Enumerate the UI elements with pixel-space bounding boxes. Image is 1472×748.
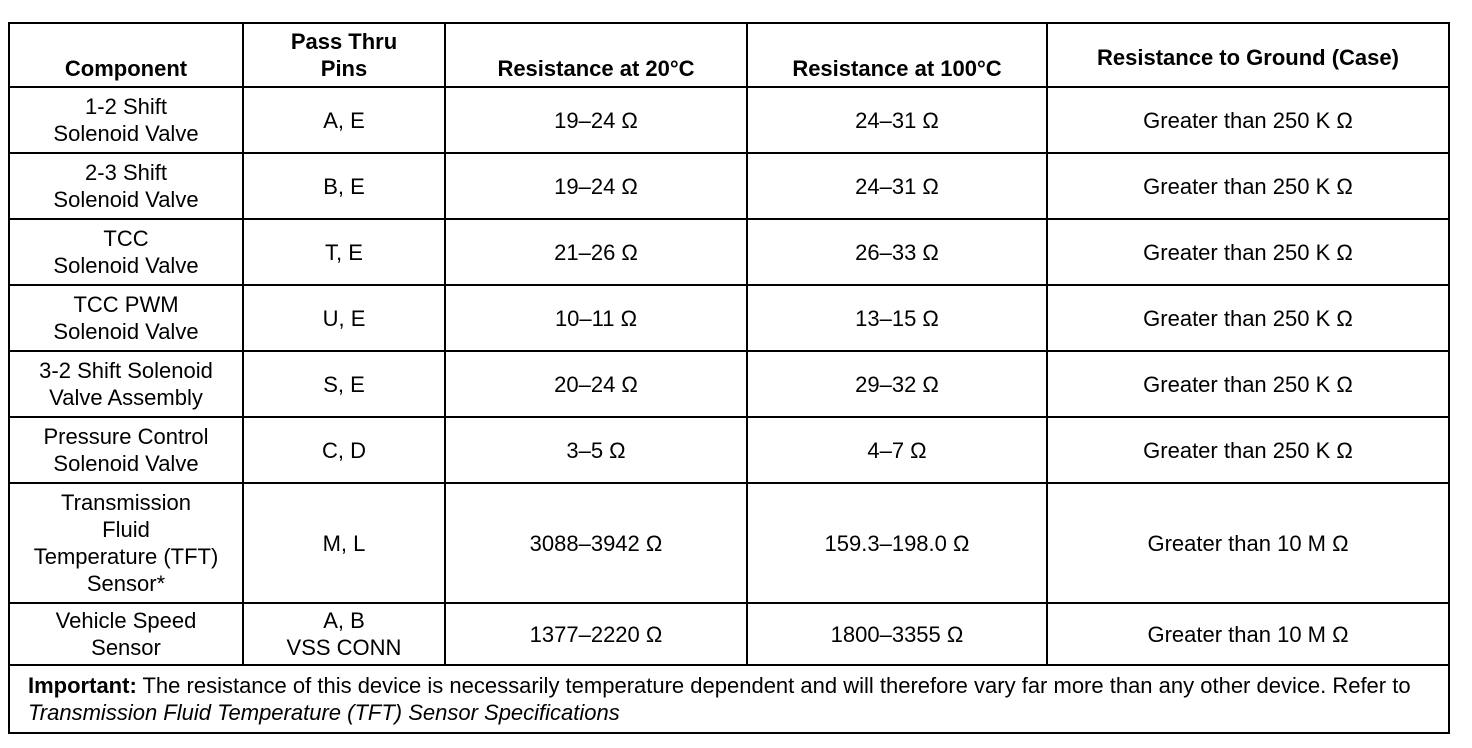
cell-resistance-ground: Greater than 250 K Ω xyxy=(1047,219,1449,285)
cell-resistance-20c: 20–24 Ω xyxy=(445,351,747,417)
cell-pass-thru-pins xyxy=(243,153,445,219)
cell-component xyxy=(9,603,243,665)
cell-resistance-ground: Greater than 10 M Ω xyxy=(1047,483,1449,603)
table-row xyxy=(9,219,1449,285)
cell-pass-thru-pins xyxy=(243,351,445,417)
header-pass-thru-pins xyxy=(243,23,445,87)
table-row xyxy=(9,285,1449,351)
component-line: Solenoid Valve xyxy=(53,187,199,212)
component-line: Solenoid Valve xyxy=(53,319,199,344)
cell-pass-thru-pins xyxy=(243,483,445,603)
cell-component xyxy=(9,285,243,351)
cell-resistance-ground: Greater than 250 K Ω xyxy=(1047,351,1449,417)
cell-resistance-20c: 1377–2220 Ω xyxy=(445,603,747,665)
component-line: Transmission xyxy=(61,490,191,515)
cell-pass-thru-pins xyxy=(243,219,445,285)
header-resistance-20c: Resistance at 20°C xyxy=(445,23,747,87)
cell-resistance-20c: 3–5 Ω xyxy=(445,417,747,483)
cell-resistance-100c: 159.3–198.0 Ω xyxy=(747,483,1047,603)
pins-line: A, E xyxy=(323,107,365,133)
table-row xyxy=(9,153,1449,219)
component-line: Solenoid Valve xyxy=(53,253,199,278)
note-reference: Transmission Fluid Temperature (TFT) Sensor Specifications xyxy=(28,700,620,725)
pins-line: T, E xyxy=(325,239,363,265)
cell-resistance-ground: Greater than 250 K Ω xyxy=(1047,417,1449,483)
component-line: Temperature (TFT) xyxy=(33,544,219,569)
cell-resistance-20c: 19–24 Ω xyxy=(445,153,747,219)
cell-resistance-100c: 13–15 Ω xyxy=(747,285,1047,351)
cell-component xyxy=(9,351,243,417)
table-row xyxy=(9,351,1449,417)
table-row xyxy=(9,483,1449,603)
important-note xyxy=(9,665,1449,733)
cell-component xyxy=(9,153,243,219)
header-pins-line2: Pins xyxy=(320,56,368,81)
component-line: Fluid xyxy=(102,517,150,542)
component-line: Sensor* xyxy=(86,571,166,596)
component-line: Pressure Control xyxy=(43,424,209,449)
cell-component xyxy=(9,219,243,285)
cell-resistance-100c: 26–33 Ω xyxy=(747,219,1047,285)
component-line: Solenoid Valve xyxy=(53,451,199,476)
cell-resistance-20c: 21–26 Ω xyxy=(445,219,747,285)
header-component: Component xyxy=(9,23,243,87)
cell-resistance-ground: Greater than 250 K Ω xyxy=(1047,153,1449,219)
pins-line: U, E xyxy=(322,305,366,331)
table-header-row xyxy=(9,23,1449,87)
component-line: Sensor xyxy=(91,635,161,660)
cell-resistance-100c: 24–31 Ω xyxy=(747,87,1047,153)
pins-line: B, E xyxy=(323,173,365,199)
cell-pass-thru-pins xyxy=(243,603,445,665)
cell-pass-thru-pins xyxy=(243,87,445,153)
cell-resistance-ground: Greater than 10 M Ω xyxy=(1047,603,1449,665)
table-row xyxy=(9,603,1449,665)
solenoid-resistance-table xyxy=(8,22,1450,734)
cell-resistance-100c: 4–7 Ω xyxy=(747,417,1047,483)
pins-line: C, D xyxy=(322,437,366,463)
cell-resistance-20c: 3088–3942 Ω xyxy=(445,483,747,603)
pins-line: VSS CONN xyxy=(286,635,402,660)
pins-line: S, E xyxy=(323,371,365,397)
note-label: Important: xyxy=(28,673,137,698)
note-text: The resistance of this device is necessarily temperature dependent and will therefore vary far more than any other device. Refer to xyxy=(136,673,1411,698)
cell-resistance-100c: 1800–3355 Ω xyxy=(747,603,1047,665)
pins-line: M, L xyxy=(322,530,366,556)
cell-component xyxy=(9,483,243,603)
component-line: Solenoid Valve xyxy=(53,121,199,146)
component-line: 3-2 Shift Solenoid xyxy=(39,358,213,383)
cell-resistance-100c: 24–31 Ω xyxy=(747,153,1047,219)
component-line: 1-2 Shift xyxy=(85,94,167,119)
header-pins-line1: Pass Thru xyxy=(290,29,398,54)
cell-resistance-20c: 19–24 Ω xyxy=(445,87,747,153)
table-row xyxy=(9,87,1449,153)
cell-pass-thru-pins xyxy=(243,417,445,483)
header-resistance-100c: Resistance at 100°C xyxy=(747,23,1047,87)
cell-component xyxy=(9,87,243,153)
header-resistance-ground: Resistance to Ground (Case) xyxy=(1047,23,1449,87)
cell-resistance-20c: 10–11 Ω xyxy=(445,285,747,351)
component-line: Valve Assembly xyxy=(49,385,203,410)
cell-pass-thru-pins xyxy=(243,285,445,351)
table-row xyxy=(9,417,1449,483)
note-row xyxy=(9,665,1449,733)
pins-line: A, B xyxy=(323,608,365,633)
cell-resistance-ground: Greater than 250 K Ω xyxy=(1047,87,1449,153)
component-line: 2-3 Shift xyxy=(85,160,167,185)
cell-resistance-100c: 29–32 Ω xyxy=(747,351,1047,417)
component-line: TCC PWM xyxy=(73,292,179,317)
component-line: Vehicle Speed xyxy=(55,608,197,633)
component-line: TCC xyxy=(103,226,149,251)
cell-resistance-ground: Greater than 250 K Ω xyxy=(1047,285,1449,351)
cell-component xyxy=(9,417,243,483)
resistance-table-container xyxy=(8,22,1448,734)
table-body xyxy=(9,87,1449,733)
